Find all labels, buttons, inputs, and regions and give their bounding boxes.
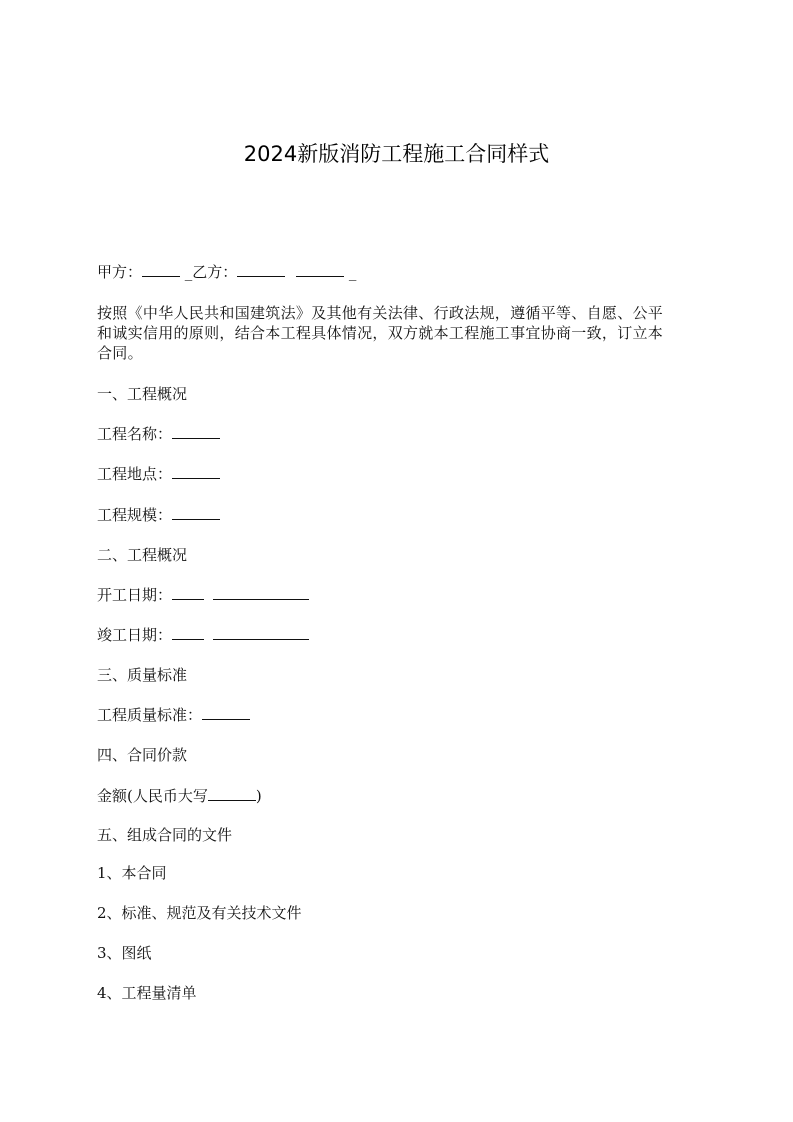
start-date-blank-2	[213, 585, 309, 600]
party-a-label: 甲方：	[97, 263, 143, 281]
intro-line-2: 和诚实信用的原则，结合本工程具体情况，双方就本工程施工事宜协商一致，订立本	[97, 324, 664, 342]
project-scale-line	[97, 505, 220, 525]
amount-prefix: 金额(人民币大写	[97, 787, 208, 805]
quality-blank	[202, 705, 250, 720]
parties-line	[97, 262, 356, 282]
section-1-heading: 一、工程概况	[97, 385, 188, 403]
intro-line-3: 合同。	[97, 344, 143, 362]
project-location-line	[97, 464, 220, 484]
end-date-label: 竣工日期：	[97, 626, 173, 644]
project-scale-blank	[172, 505, 220, 520]
document-item: 1、本合同	[97, 864, 167, 882]
document-item: 4、工程量清单	[97, 984, 197, 1002]
project-scale-label: 工程规模：	[97, 506, 173, 524]
intro-line-1: 按照《中华人民共和国建筑法》及其他有关法律、行政法规，遵循平等、自愿、公平	[97, 304, 664, 322]
end-date-blank-2	[213, 625, 309, 640]
party-a-tail: _	[184, 263, 193, 281]
project-name-line	[97, 424, 220, 444]
amount-line	[97, 786, 262, 806]
project-name-label: 工程名称：	[97, 425, 173, 443]
intro-paragraph	[97, 303, 697, 363]
project-name-blank	[172, 424, 220, 439]
page-title: 2024新版消防工程施工合同样式	[243, 142, 550, 166]
project-location-label: 工程地点：	[97, 465, 173, 483]
amount-suffix: )	[255, 787, 262, 805]
amount-blank	[208, 786, 256, 801]
end-date-line	[97, 625, 309, 645]
section-5-heading: 五、组成合同的文件	[97, 826, 233, 844]
document-item: 3、图纸	[97, 944, 152, 962]
project-location-blank	[172, 464, 220, 479]
quality-label: 工程质量标准：	[97, 706, 203, 724]
party-b-blank-2	[296, 262, 344, 277]
section-2-heading: 二、工程概况	[97, 546, 188, 564]
start-date-label: 开工日期：	[97, 586, 173, 604]
start-date-blank-1	[172, 585, 204, 600]
section-4-heading: 四、合同价款	[97, 746, 188, 764]
start-date-line	[97, 585, 309, 605]
document-item: 2、标准、规范及有关技术文件	[97, 904, 302, 922]
end-date-blank-1	[172, 625, 204, 640]
party-b-blank-1	[237, 262, 285, 277]
party-b-label: 乙方：	[192, 263, 238, 281]
section-3-heading: 三、质量标准	[97, 666, 188, 684]
quality-line	[97, 705, 250, 725]
party-b-tail: _	[348, 263, 357, 281]
party-a-blank	[142, 262, 180, 277]
